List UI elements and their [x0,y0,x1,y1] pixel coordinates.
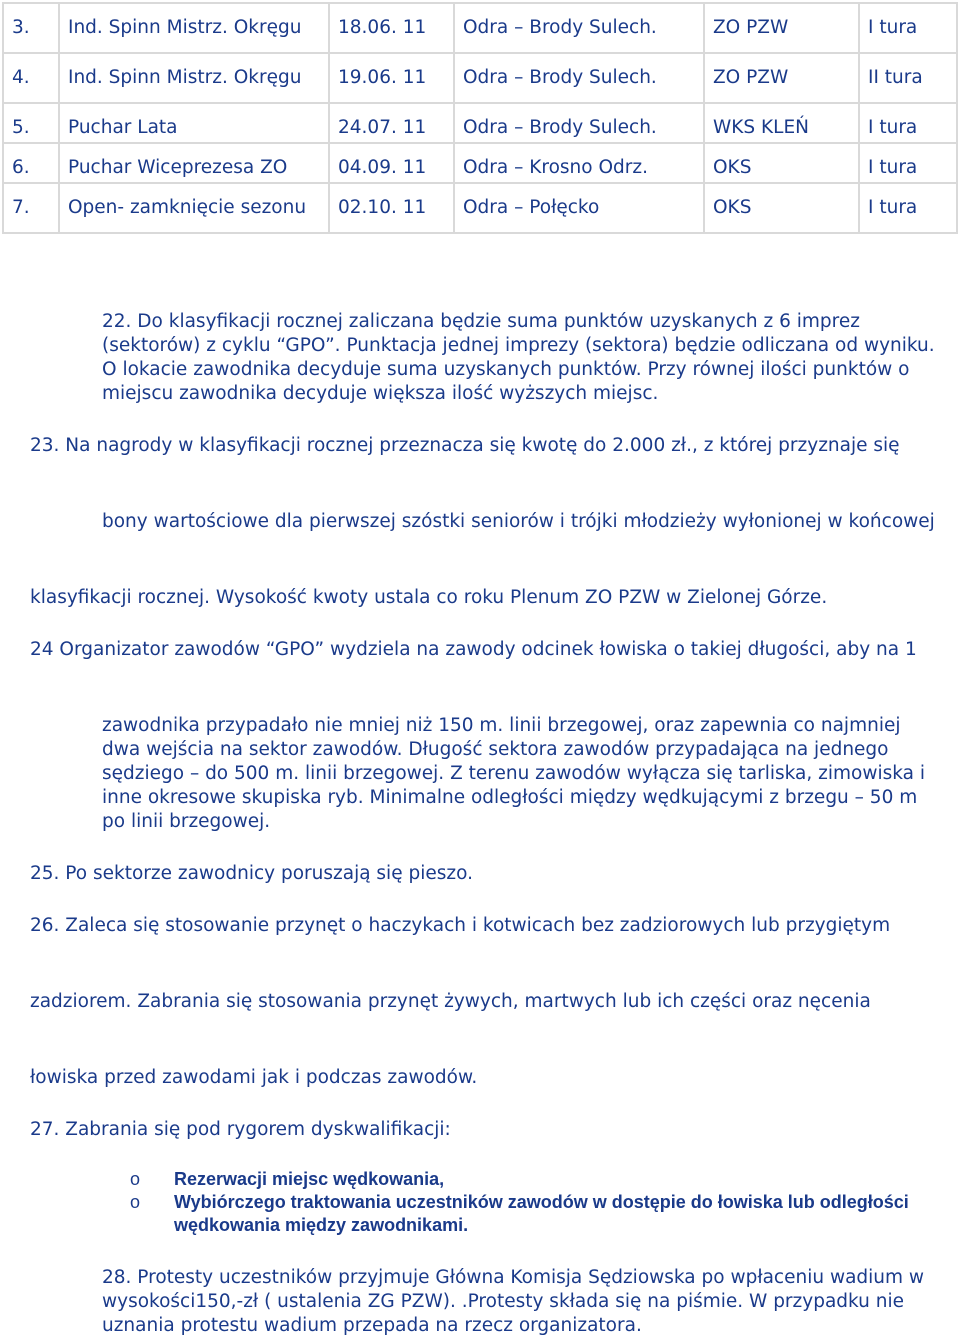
event-date: 24.07. 11 [329,103,454,143]
event-round: I tura [859,183,957,233]
event-date: 18.06. 11 [329,3,454,53]
list-item-text: Rezerwacji miejsc wędkowania, [174,1169,445,1189]
event-organizer: ZO PZW [704,53,859,103]
event-date: 02.10. 11 [329,183,454,233]
event-place: Odra – Brody Sulech. [454,103,704,143]
event-name: Open- zamknięcie sezonu [59,183,329,233]
paragraph-25: 25. Po sektorze zawodnicy poruszają się pieszo. [30,863,473,884]
event-round: I tura [859,103,957,143]
row-number: 6. [3,143,59,183]
event-name: Puchar Lata [59,103,329,143]
event-round: II tura [859,53,957,103]
event-place: Odra – Połęcko [454,183,704,233]
disqualification-list [130,1168,960,1237]
row-number: 5. [3,103,59,143]
table-row [3,103,957,143]
paragraph-22: 22. Do klasyfikacji rocznej zaliczana będzie suma punktów uzyskanych z 6 imprez (sektorów) z cyklu “GPO”. Punktacja jednej imprezy (sektora) będzie odliczana od wyniku. O lokacie zawodnika decyduje suma uzyskanych punktów. Przy równej ilości punktów o miejscu zawodnika decyduje większa ilość wyższych miejsc. [102,311,935,404]
event-date: 04.09. 11 [329,143,454,183]
event-name: Puchar Wiceprezesa ZO [59,143,329,183]
paragraph-23-end: klasyfikacji rocznej. Wysokość kwoty ustala co roku Plenum ZO PZW w Zielonej Górze. [30,587,828,608]
paragraph-23-intro: 23. Na nagrody w klasyfikacji rocznej przeznacza się kwotę do 2.000 zł., z której przyznaje się [30,435,900,456]
table-row [3,143,957,183]
paragraph-24-intro: 24 Organizator zawodów “GPO” wydziela na zawody odcinek łowiska o takiej długości, aby na 1 [30,639,917,660]
event-place: Odra – Brody Sulech. [454,3,704,53]
row-number: 7. [3,183,59,233]
paragraph-28: 28. Protesty uczestników przyjmuje Główna Komisja Sędziowska po wpłaceniu wadium w wysokości150,-zł ( ustalenia ZG PZW). .Protesty składa się na piśmie. W przypadku nie uznania protestu wadium przepada na rzecz organizatora. [102,1267,925,1336]
list-item [130,1168,960,1191]
event-organizer: OKS [704,183,859,233]
paragraph-26-intro: 26. Zaleca się stosowanie przynęt o haczykach i kotwicach bez zadziorowych lub przygiętym [30,915,891,936]
event-organizer: OKS [704,143,859,183]
list-item [130,1191,960,1237]
event-place: Odra – Krosno Odrz. [454,143,704,183]
event-name: Ind. Spinn Mistrz. Okręgu [59,53,329,103]
paragraph-26-body: zadziorem. Zabrania się stosowania przynęt żywych, martwych lub ich części oraz nęcenia [30,991,871,1012]
competition-schedule-table [2,2,958,234]
table-row [3,53,957,103]
paragraph-27: 27. Zabrania się pod rygorem dyskwalifikacji: [30,1119,451,1140]
list-item-text: Wybiórczego traktowania uczestników zawodów w dostępie do łowiska lub odległości wędkowania między zawodnikami. [174,1192,909,1235]
row-number: 3. [3,3,59,53]
paragraph-26-end: łowiska przed zawodami jak i podczas zawodów. [30,1067,478,1088]
paragraph-23-body: bony wartościowe dla pierwszej szóstki seniorów i trójki młodzieży wyłonionej w końcowej [102,511,935,532]
event-date: 19.06. 11 [329,53,454,103]
event-round: I tura [859,3,957,53]
bullet-marker: o [130,1192,141,1212]
paragraph-24-body: zawodnika przypadało nie mniej niż 150 m. linii brzegowej, oraz zapewnia co najmniej dwa wejścia na sektor zawodów. Długość sektora zawodów przypadająca na jednego sędziego – do 500 m. linii brzegowej. Z terenu zawodów wyłącza się tarliska, zimowiska i inne okresowe skupiska ryb. Minimalne odległości między wędkującymi z brzegu – 50 m po linii brzegowej. [102,715,925,832]
event-place: Odra – Brody Sulech. [454,53,704,103]
table-row [3,183,957,233]
event-organizer: WKS KLEŃ [704,103,859,143]
table-row [3,3,957,53]
event-organizer: ZO PZW [704,3,859,53]
event-name: Ind. Spinn Mistrz. Okręgu [59,3,329,53]
row-number: 4. [3,53,59,103]
event-round: I tura [859,143,957,183]
bullet-marker: o [130,1169,141,1189]
